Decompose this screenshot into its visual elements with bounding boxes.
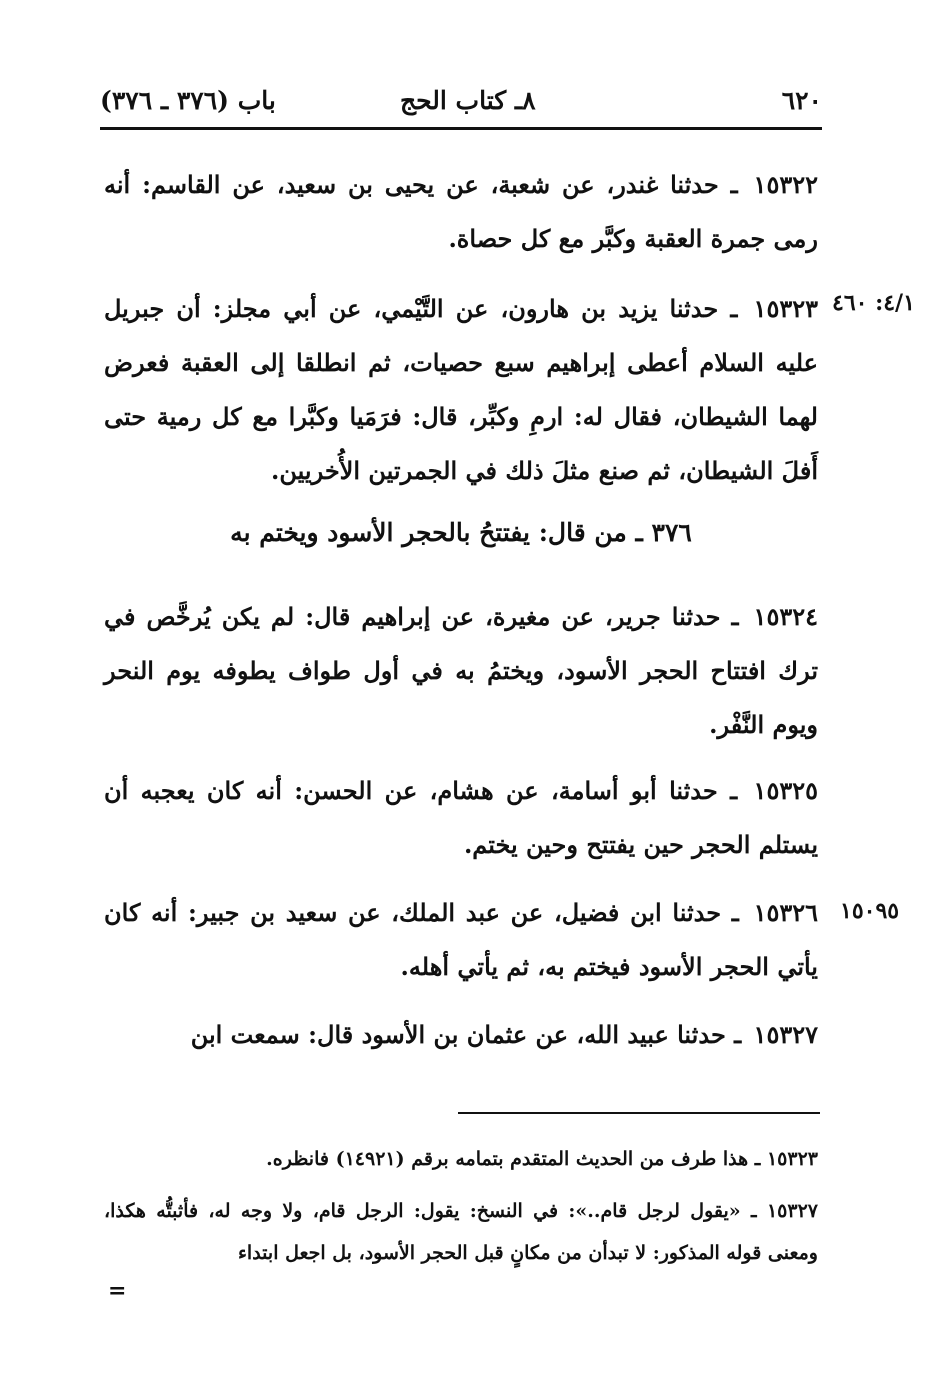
hadith-paragraph xyxy=(104,590,818,752)
margin-reference: ١٥٠٩٥ xyxy=(840,898,900,924)
continuation-mark: = xyxy=(108,1278,127,1304)
hadith-number: ١٥٣٢٣ xyxy=(753,294,818,323)
hadith-text: ـ حدثنا أبو أسامة، عن هشام، عن الحسن: أنه كان يعجبه أن يستلم الحجر حين يفتتح وحين يختم. xyxy=(104,776,818,859)
hadith-paragraph xyxy=(104,764,818,872)
running-header xyxy=(100,86,822,126)
footnote: ١٥٣٢٧ ـ «يقول لرجل قام..»: في النسخ: يقول: الرجل قام، ولا وجه له، فأثبتُّه هكذا، ومعنى قوله المذكور: لا تبدأن من مكانٍ قبل الحجر الأسود، بل اجعل ابتداء xyxy=(104,1200,818,1264)
header-rule xyxy=(100,127,822,130)
hadith-number: ١٥٣٢٧ xyxy=(753,1020,818,1049)
hadith-number: ١٥٣٢٦ xyxy=(753,898,819,927)
book-title: ٨ـ كتاب الحج xyxy=(400,86,536,115)
hadith-text: ـ حدثنا عبيد الله، عن عثمان بن الأسود قال: سمعت ابن xyxy=(190,1020,742,1049)
hadith-paragraph xyxy=(104,282,818,498)
hadith-number: ١٥٣٢٤ xyxy=(753,602,818,631)
hadith-text: ـ حدثنا يزيد بن هارون، عن التَّيْمي، عن أبي مجلز: أن جبريل عليه السلام أعطى إبراهيم سبع حصيات، ثم انطلقا إلى العقبة فعرض لهما الشيطان، فقال له: ارمِ وكبِّر، قال: فرَمَيا وكبَّرا مع كل رمية حتى أَفلَ الشيطان، ثم صنع مثلَ ذلك في الجمرتين الأُخريين. xyxy=(104,294,818,485)
hadith-paragraph xyxy=(104,158,818,266)
hadith-paragraph xyxy=(104,1008,818,1062)
hadith-number: ١٥٣٢٢ xyxy=(753,170,818,199)
margin-reference: ٤/١: ٤٦٠ xyxy=(832,290,915,316)
hadith-text: ـ حدثنا ابن فضيل، عن عبد الملك، عن سعيد بن جبير: أنه كان يأتي الحجر الأسود فيختم به، ثم يأتي أهله. xyxy=(104,898,818,981)
hadith-text: ـ حدثنا جرير، عن مغيرة، عن إبراهيم قال: لم يكن يُرخَّص في ترك افتتاح الحجر الأسود، ويختمُ به في أول طواف يطوفه يوم النحر ويوم النَّفْر. xyxy=(104,602,818,739)
hadith-text: ـ حدثنا غندر، عن شعبة، عن يحيى بن سعيد، عن القاسم: أنه رمى جمرة العقبة وكبَّر مع كل حصاة. xyxy=(104,170,818,253)
section-title: ٣٧٦ ـ من قال: يفتتحُ بالحجر الأسود ويختم به xyxy=(230,518,692,547)
hadith-number: ١٥٣٢٥ xyxy=(753,776,818,805)
chapter-range: باب (٣٧٦ ـ ٣٧٦) xyxy=(100,86,276,115)
hadith-paragraph xyxy=(104,886,818,994)
page-number: ٦٢٠ xyxy=(781,86,822,115)
footnote-rule xyxy=(458,1112,820,1114)
footnote: ١٥٣٢٣ ـ هذا طرف من الحديث المتقدم بتمامه برقم (١٤٩٢١) فانظره. xyxy=(266,1148,818,1170)
